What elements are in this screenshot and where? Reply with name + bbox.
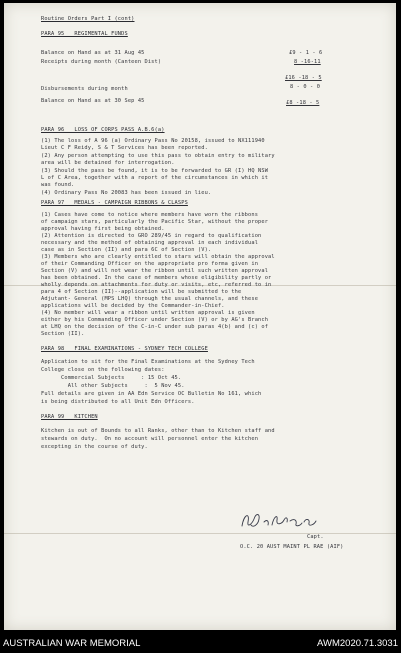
text-line: All other Subjects : 5 Nov 45.: [41, 383, 185, 389]
amount: 8 -16-11: [294, 59, 321, 65]
amount: 8 - 0 - 0: [290, 84, 321, 90]
page-header: Routine Orders Part I (cont): [41, 16, 135, 22]
handwritten-signature: [230, 510, 380, 532]
text-line: Disbursements during month: [41, 86, 128, 92]
text-line: was found.: [41, 182, 75, 188]
text-line: College close on the following dates:: [41, 367, 165, 373]
paper-fold: [4, 533, 396, 534]
text-line: para 4 of Section (II)--application will be submitted to the: [41, 289, 242, 295]
text-line: (3) Members who are clearly entitled to stars will obtain the approval: [41, 254, 275, 260]
text-line: L of C Area, together with a report of the circumstances in which it: [41, 175, 269, 181]
text-line: Section (II).: [41, 331, 85, 337]
text-line: (1) The loss of A 96 (a) Ordinary Pass No 20158, issued to NX111940: [41, 138, 265, 144]
text-line: of their Commanding Officer on the appropriate pro forma given in: [41, 261, 259, 267]
section-heading: PARA 98 FINAL EXAMINATIONS - SYDNEY TECH COLLEGE: [41, 346, 208, 352]
text-line: stewards on duty. On no account will personnel enter the kitchen: [41, 436, 259, 442]
signature-block: O.C. 20 AUST MAINT PL RAE (AIF): [240, 544, 344, 550]
text-line: (2) Any person attempting to use this pass to obtain entry to military: [41, 153, 275, 159]
text-line: has been obtained. In the case of members whose eligibility partly or: [41, 275, 272, 281]
text-line: of campaign stars, particularly the Pacific Star, without the proper: [41, 219, 269, 225]
text-line: Lieut C F Reidy, S & T Services has been reported.: [41, 145, 208, 151]
amount: £8 -18 - 5: [286, 100, 320, 106]
text-line: wholly depends on attachments for duty or visits, etc, referred to in: [41, 282, 272, 288]
amount: £16 -18 - 5: [285, 75, 322, 81]
text-line: area will be detained for interrogation.: [41, 160, 175, 166]
section-heading: PARA 97 MEDALS - CAMPAIGN RIBBONS & CLASPS: [41, 200, 188, 206]
text-line: case as in Section (II) and para 6C of Section (V).: [41, 247, 212, 253]
text-line: Adjutant- General (MPS LHQ) through the usual channels, and these: [41, 296, 259, 302]
text-line: (4) No member will wear a ribbon until written approval is given: [41, 310, 255, 316]
text-line: Kitchen is out of Bounds to all Ranks, other than to Kitchen staff and: [41, 428, 275, 434]
text-line: is being distributed to all Unit Edn Officers.: [41, 399, 195, 405]
footer-credit: AUSTRALIAN WAR MEMORIAL: [3, 638, 141, 649]
text-line: Commercial Subjects : 15 Oct 45.: [41, 375, 182, 381]
text-line: (2) Attention is directed to GRO 289/45 in regard to qualification: [41, 233, 262, 239]
text-line: necessary and the method of obtaining approval in each individual: [41, 240, 259, 246]
document-page: [4, 3, 396, 630]
section-heading: PARA 99 KITCHEN: [41, 414, 98, 420]
amount: £9 - 1 - 6: [289, 50, 323, 56]
text-line: (3) Should the pass be found, it is to be forwarded to GR (I) HQ NSW: [41, 168, 269, 174]
text-line: at LHQ on the decision of the C-in-C under sub paras 4(b) and (c) of: [41, 324, 269, 330]
text-line: (1) Cases have come to notice where members have worn the ribbons: [41, 212, 259, 218]
footer-accession-number: AWM2020.71.3031: [317, 638, 398, 649]
text-line: Balance on Hand as at 30 Sep 45: [41, 98, 145, 104]
footer-bar: [0, 630, 401, 653]
text-line: Application to sit for the Final Examinations at the Sydney Tech: [41, 359, 255, 365]
text-line: excepting in the course of duty.: [41, 444, 148, 450]
section-heading: PARA 95 REGIMENTAL FUNDS: [41, 31, 128, 37]
text-line: applications will be decided by the Commander-in-Chief.: [41, 303, 225, 309]
text-line: (4) Ordinary Pass No 20083 has been issued in lieu.: [41, 190, 212, 196]
text-line: Full details are given in AA Edn Service OC Bulletin No 161, which: [41, 391, 262, 397]
section-heading: PARA 96 LOSS OF CORPS PASS A.B.6(a): [41, 127, 165, 133]
text-line: Section (V) and will not wear the ribbon until such written approval: [41, 268, 269, 274]
text-line: Receipts during month (Canteen Dist): [41, 59, 162, 65]
text-line: either by his Commanding Officer under Section (V) or by AG's Branch: [41, 317, 269, 323]
text-line: Balance on Hand as at 31 Aug 45: [41, 50, 145, 56]
signature-rank: Capt.: [307, 534, 324, 540]
text-line: approval having first being obtained.: [41, 226, 165, 232]
